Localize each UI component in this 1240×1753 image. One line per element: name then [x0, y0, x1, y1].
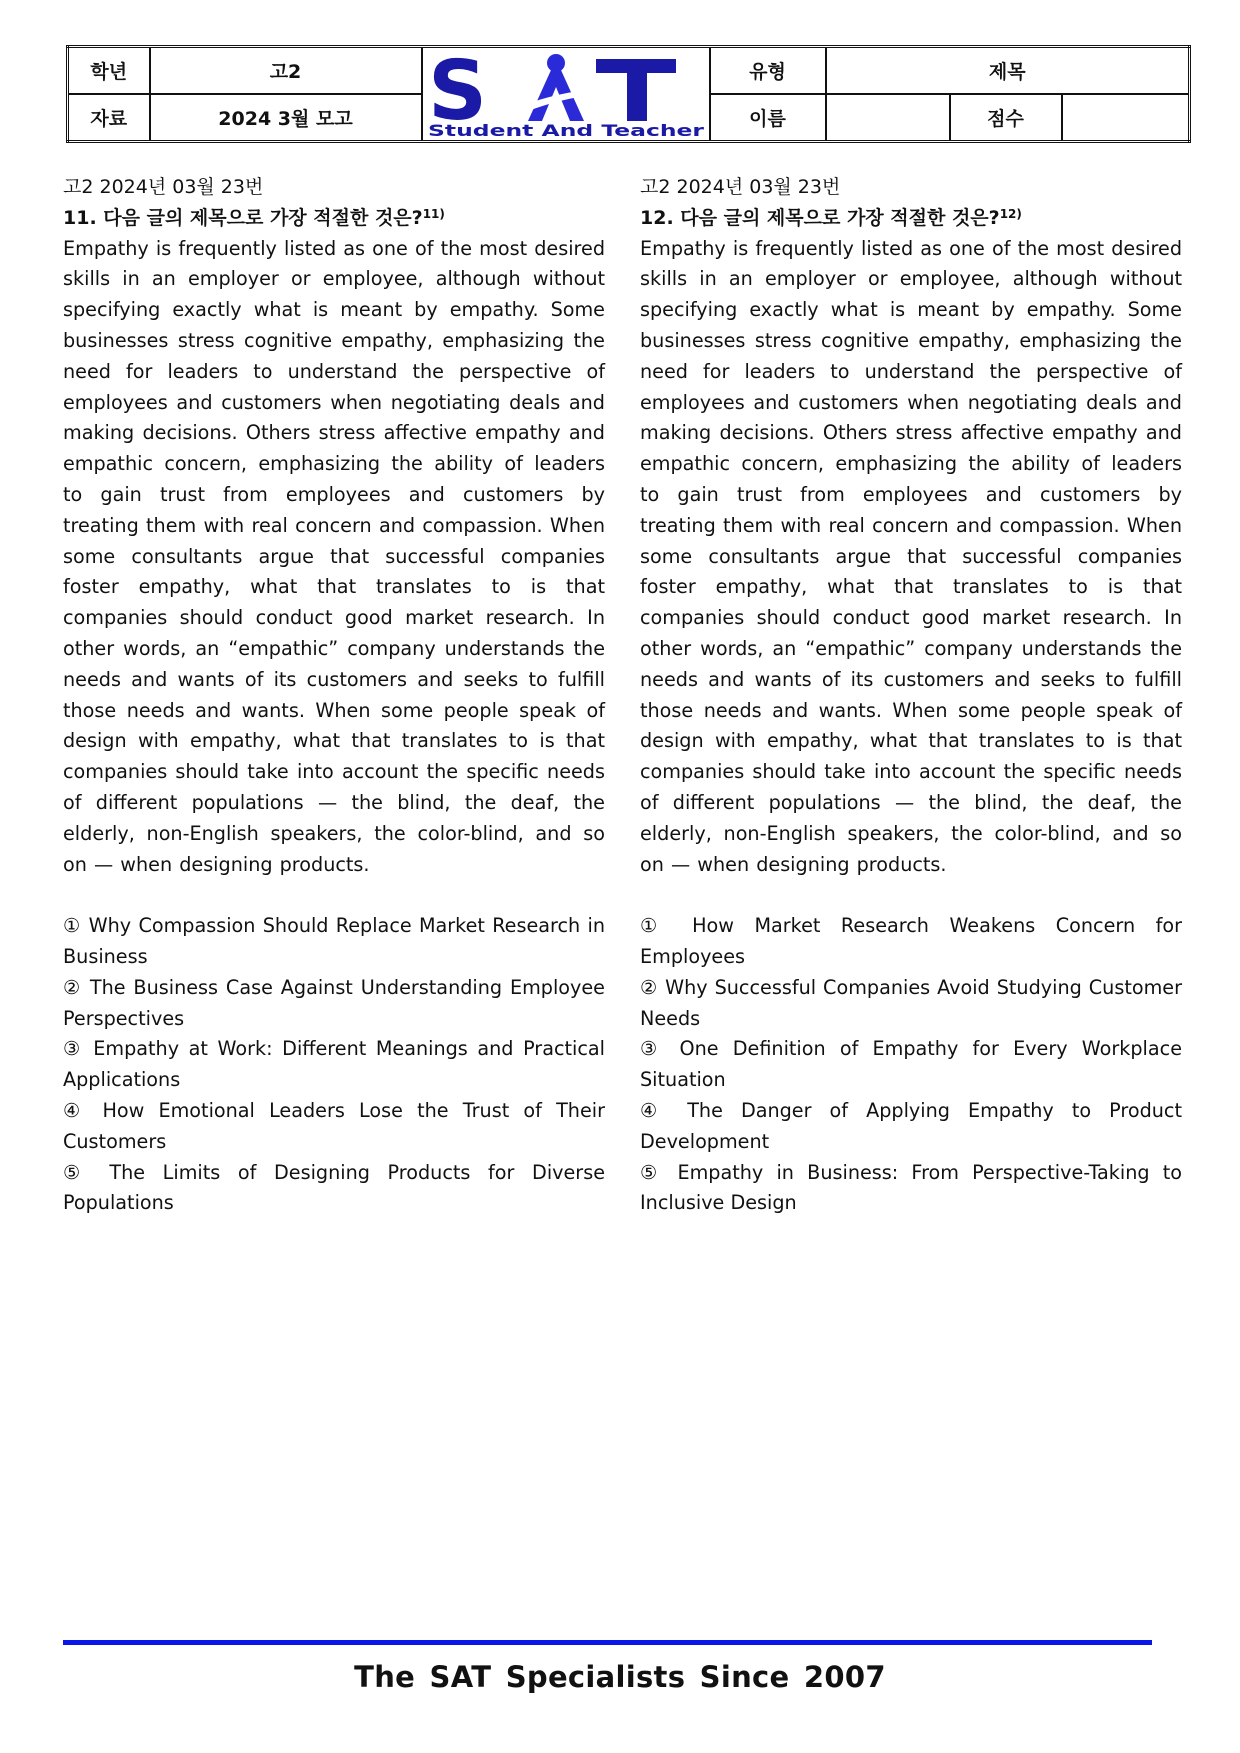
footnote-marker: 11)	[422, 206, 445, 221]
answer-options	[640, 911, 1182, 1219]
question-title	[640, 203, 1182, 234]
logo-tagline: Student And Teacher	[427, 121, 704, 139]
type-value: 제목	[826, 47, 1190, 95]
answer-option-3[interactable]: ③ Empathy at Work: Different Meanings and Practical Applications	[63, 1037, 605, 1092]
answer-option-1[interactable]: ① How Market Research Weakens Concern for Employees	[640, 914, 1182, 968]
score-label: 점수	[950, 94, 1062, 142]
passage-text: Empathy is frequently listed as one of the most desired skills in an employer or employee, although without specifying exactly what is meant by empathy. Some businesses stress cognitive empathy, emphasizing the need for leaders to understand the perspective of employees and customers when negotiating deals and making decisions. Others stress affective empathy and empathic concern, emphasizing the ability of leaders to gain trust from employees and customers by treating them with real concern and compassion. When some consultants argue that successful companies foster empathy, what that translates to is that companies should conduct good market research. In other words, an “empathic” company understands the needs and wants of its customers and seeks to fulfill those needs and wants. When some people speak of design with empathy, what that translates to is that companies should take into account the specific needs of different populations — the blind, the deaf, the elderly, non-English speakers, the color-blind, and so on — when designing products.	[63, 236, 605, 876]
question-title-text: 12. 다음 글의 제목으로 가장 적절한 것은?	[640, 206, 1000, 229]
sat-logo	[424, 49, 708, 139]
grade-label: 학년	[68, 47, 150, 95]
question-meta: 고2 2024년 03월 23번	[63, 176, 264, 198]
answer-option-4[interactable]: ④ The Danger of Applying Empathy to Product Development	[640, 1098, 1182, 1153]
question-column-12	[640, 172, 1182, 1219]
type-label: 유형	[710, 47, 826, 95]
logo-letter-t-stem	[627, 59, 647, 121]
logo-cell	[422, 47, 710, 142]
header-table	[66, 45, 1191, 143]
footnote-marker: 12)	[999, 206, 1022, 221]
logo-head-icon	[547, 54, 565, 72]
score-value[interactable]	[1062, 94, 1190, 142]
answer-option-2[interactable]: ② The Business Case Against Understanding Employee Perspectives	[63, 975, 605, 1030]
question-meta: 고2 2024년 03월 23번	[640, 176, 841, 198]
material-value: 2024 3월 모고	[150, 94, 422, 142]
passage-text: Empathy is frequently listed as one of the most desired skills in an employer or employee, although without specifying exactly what is meant by empathy. Some businesses stress cognitive empathy, emphasizing the need for leaders to understand the perspective of employees and customers when negotiating deals and making decisions. Others stress affective empathy and empathic concern, emphasizing the ability of leaders to gain trust from employees and customers by treating them with real concern and compassion. When some consultants argue that successful companies foster empathy, what that translates to is that companies should conduct good market research. In other words, an “empathic” company understands the needs and wants of its customers and seeks to fulfill those needs and wants. When some people speak of design with empathy, what that translates to is that companies should take into account the specific needs of different populations — the blind, the deaf, the elderly, non-English speakers, the color-blind, and so on — when designing products.	[640, 236, 1182, 876]
answer-option-5[interactable]: ⑤ Empathy in Business: From Perspective-Taking to Inclusive Design	[640, 1160, 1182, 1215]
name-label: 이름	[710, 94, 826, 142]
footer-divider	[63, 1640, 1152, 1645]
answer-options	[63, 911, 605, 1219]
question-title	[63, 203, 605, 234]
material-label: 자료	[68, 94, 150, 142]
answer-option-1[interactable]: ① Why Compassion Should Replace Market Research in Business	[63, 914, 605, 968]
footer-slogan: The SAT Specialists Since 2007	[354, 1660, 886, 1694]
answer-option-2[interactable]: ② Why Successful Companies Avoid Studying Customer Needs	[640, 975, 1182, 1030]
question-column-11	[63, 172, 605, 1219]
answer-option-3[interactable]: ③ One Definition of Empathy for Every Workplace Situation	[640, 1037, 1182, 1092]
logo-letter-s: S	[427, 49, 487, 139]
answer-option-4[interactable]: ④ How Emotional Leaders Lose the Trust of Their Customers	[63, 1098, 605, 1153]
name-value[interactable]	[826, 94, 950, 142]
answer-option-5[interactable]: ⑤ The Limits of Designing Products for Diverse Populations	[63, 1160, 605, 1215]
question-title-text: 11. 다음 글의 제목으로 가장 적절한 것은?	[63, 206, 423, 229]
grade-value: 고2	[150, 47, 422, 95]
